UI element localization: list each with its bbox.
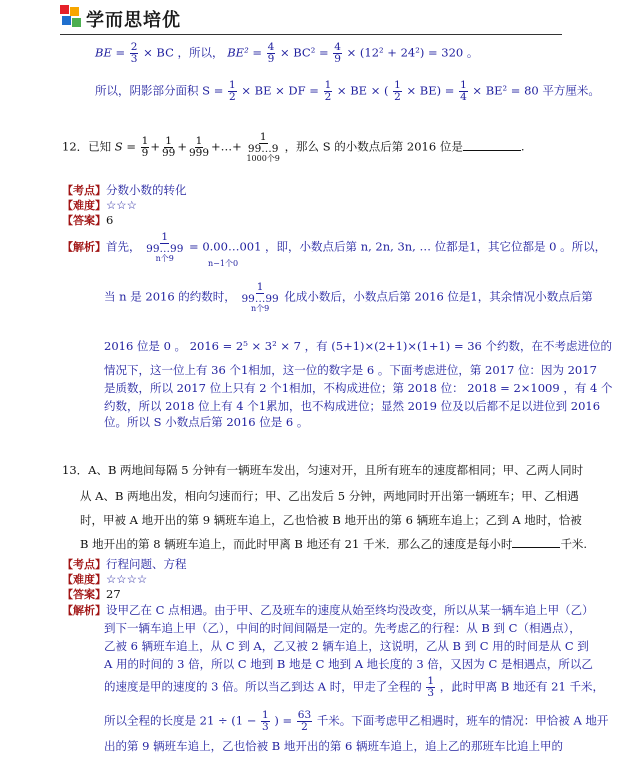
denominator: 4: [460, 91, 467, 104]
underbrace-label: 1000个9: [246, 154, 280, 164]
fraction: [324, 80, 333, 103]
zeros-underbrace: n−1个0: [208, 259, 239, 268]
q13-daan: [62, 586, 121, 602]
answer-blank: [463, 140, 521, 151]
jiexi-text: 千米。下面考虑甲乙相遇时，班车的情况：甲恰被 A 地开: [316, 713, 609, 728]
fraction: [161, 136, 176, 159]
fraction: [228, 80, 237, 103]
numerator: 1: [259, 131, 267, 143]
numerator: 4: [334, 41, 341, 53]
jiexi-text: 所以全程的长度是 21 ÷ (1 −: [104, 713, 257, 728]
numerator: 63: [297, 709, 312, 721]
denominator: 99: [161, 147, 176, 160]
jiexi-tag: 【解析】: [62, 604, 106, 617]
fraction: [240, 282, 279, 313]
numerator: 1: [161, 231, 169, 243]
be-text-4: × BC² =: [279, 45, 329, 60]
numerator: 1: [262, 709, 269, 721]
underbrace-label: n个9: [250, 304, 270, 314]
page-header: [0, 0, 632, 36]
plus-sign: +: [177, 139, 187, 154]
fraction: [297, 710, 312, 733]
denominator: 2: [301, 721, 308, 734]
numerator: 1: [460, 79, 467, 91]
jiexi-text: 当 n 是 2016 的约数时，: [104, 289, 236, 304]
kaodian-value: 行程问题、方程: [106, 557, 187, 571]
denominator: 9: [334, 53, 341, 66]
jiexi-text: = 0.00…001 ，即，小数点后第 n, 2n, 3n, … 位都是1，其它位都是 0 。所以，: [189, 239, 607, 254]
denominator: 2: [324, 91, 332, 104]
jiexi-text: 化成小数后，小数点后第 2016 位是1，其余情况小数点后第: [284, 289, 593, 304]
q13-stem-line-2: 从 A、B 两地出发，相向匀速而行；甲、乙出发后 5 分钟，两地同时开出第一辆班车；甲、乙相遇: [80, 489, 579, 503]
header-rule: [60, 34, 562, 35]
denominator: 99…9: [247, 143, 279, 156]
q12-end: .: [520, 139, 525, 154]
denominator: 9: [141, 147, 149, 160]
brand-logo-icon: [60, 5, 82, 29]
denominator: 2: [228, 91, 236, 104]
jiexi-text: 设甲乙在 C 点相遇。由于甲、乙及班车的速度从始至终均没改变，所以从某一辆车追上甲（乙）: [106, 603, 594, 617]
logo-square-blue: [62, 16, 71, 25]
q13-stem-line-3: 时，甲被 A 地开出的第 9 辆班车追上，乙也恰被 B 地开出的第 6 辆班车追上；乙到 A 地时，恰被: [80, 513, 582, 527]
daan-tag: 【答案】: [62, 214, 106, 227]
difficulty-stars: ☆☆☆☆: [106, 572, 148, 586]
kaodian-value: 分数小数的转化: [106, 183, 187, 197]
q13-jiexi-line-3: 乙被 6 辆班车追上，从 C 到 A，乙又被 2 辆车追上，这说明，乙从 B 到 C 用的时间是从 C 到: [104, 639, 589, 653]
q12-jiexi-line-3: 2016 位是 0 。 2016 = 2⁵ × 3² × 7 ，有 (5+1)×(2+1)×(1+1) = 36 个约数，在不考虑进位的: [104, 339, 613, 353]
q12-stem: [62, 132, 524, 163]
be-text-2: × BC ，所以，: [143, 45, 224, 60]
jiexi-text: 首先，: [106, 239, 141, 254]
q13-jiexi-line-1: [62, 602, 594, 618]
q13-jiexi-line-7: 出的第 9 辆班车追上，乙也恰被 B 地开出的第 6 辆班车追上，追上乙的那班车比追上甲的: [104, 739, 564, 753]
jiexi-text: ，此时甲离 B 地还有 21 千米，: [439, 679, 604, 694]
q12-nandu: [62, 197, 137, 213]
denominator: 3: [130, 53, 138, 66]
denominator: 9: [267, 53, 275, 66]
area-text-2: × BE × DF =: [241, 83, 319, 98]
denominator: 99…99: [146, 243, 184, 256]
logo-square-orange: [70, 7, 79, 16]
underbrace-label: n个9: [155, 254, 174, 264]
nandu-tag: 【难度】: [62, 199, 106, 212]
q13-stem-line-4: [80, 536, 587, 552]
fraction: [426, 676, 435, 699]
numerator: 1: [165, 135, 172, 147]
be-text-3: BE² =: [227, 45, 262, 60]
fraction: [145, 232, 184, 263]
q12-jiexi-line-5: 是质数，所以 2017 位上只有 2 个1相加，不构成进位；第 2018 位： 2018 = 2×1009 ，有 4 个: [104, 381, 613, 395]
numerator: 4: [267, 41, 275, 53]
answer-value: 6: [106, 213, 114, 227]
q13-stem-unit: 千米.: [560, 537, 588, 551]
ellipsis-plus: +…+: [211, 139, 242, 154]
numerator: 1: [228, 79, 236, 91]
q13-jiexi-line-5: [104, 676, 604, 699]
area-text-4: × BE) =: [406, 83, 455, 98]
numerator: 1: [141, 135, 149, 147]
jiexi-text: 的速度是甲的速度的 3 倍。所以当乙到达 A 时，甲走了全程的: [104, 679, 422, 694]
fraction: [261, 710, 270, 733]
logo-square-green: [72, 18, 81, 27]
kaodian-tag: 【考点】: [62, 558, 106, 571]
q12-jiexi-line-7: 位。所以 S 小数点后第 2016 位是 6 。: [104, 415, 309, 429]
be-text-5: × (12² + 24²) = 320 。: [346, 45, 479, 60]
q13-jiexi-line-4: A 用的时间的 3 倍，所以 C 地到 B 地是 C 地到 A 地长度的 3 倍，又因为 C 是相遇点，所以乙: [104, 657, 593, 671]
q12-rest: ，那么 S 的小数点后第 2016 位是: [284, 139, 463, 154]
denominator: 2: [394, 91, 401, 104]
fraction: [267, 42, 276, 65]
numerator: 1: [195, 135, 203, 147]
area-text-1: 所以，阴影部分面积 S =: [95, 83, 224, 98]
q12-jiexi-line-2: [104, 282, 593, 313]
numerator: 1: [256, 281, 264, 293]
q13-stem-text: B 地开出的第 8 辆班车追上，而此时甲离 B 地还有 21 千米．那么乙的速度是每小时: [80, 537, 513, 551]
answer-blank: [512, 537, 560, 548]
q12-jiexi-line-4: 情况下，这一位上有 36 个1相加，这一位的数字是 6 。下面考虑进位，第 2017 位：因为 2017: [104, 363, 597, 377]
jiexi-tag: 【解析】: [62, 240, 106, 254]
fraction: [459, 80, 468, 103]
q13-kaodian: [62, 556, 187, 572]
q12-kaodian: [62, 182, 187, 198]
numerator: 1: [427, 675, 435, 687]
area-text-5: × BE² = 80 平方厘米。: [472, 83, 600, 98]
denominator: 999: [188, 147, 210, 160]
numerator: 1: [324, 79, 332, 91]
q12-s: S =: [114, 139, 136, 154]
fraction: [130, 42, 139, 65]
fraction: [188, 136, 210, 159]
q12-number: 12．已知: [62, 139, 112, 154]
fraction: [393, 80, 402, 103]
q12-daan: [62, 212, 113, 228]
numerator: 2: [130, 41, 138, 53]
q12-jiexi-line-6: 约数，所以 2018 位上有 4 个1累加，也不构成进位；显然 2019 位及以后都不足以进位到 2016: [104, 399, 601, 413]
fraction: [333, 42, 342, 65]
jiexi-text: ) =: [274, 713, 293, 728]
fraction: [141, 136, 150, 159]
brand-name: 学而思培优: [86, 10, 181, 31]
answer-value: 27: [106, 587, 121, 601]
plus-sign: +: [150, 139, 160, 154]
difficulty-stars: ☆☆☆: [106, 198, 137, 212]
be-text-1: BE =: [95, 45, 126, 60]
numerator: 1: [394, 79, 401, 91]
kaodian-tag: 【考点】: [62, 184, 106, 197]
q13-jiexi-line-2: 到下一辆车追上甲（乙），中间的时间间隔是一定的。先考虑乙的行程：从 B 到 C（相遇点），: [104, 621, 581, 635]
q13-stem-line-1: 13．A、B 两地间每隔 5 分钟有一辆班车发出，匀速对开，且所有班车的速度都相同；甲、乙两人同时: [62, 463, 584, 477]
logo-square-red: [60, 5, 69, 14]
denominator: 99…99: [241, 293, 279, 306]
q12-jiexi-line-1: [62, 232, 606, 263]
denominator: 3: [262, 721, 269, 734]
daan-tag: 【答案】: [62, 588, 106, 601]
be-equation-line: [95, 42, 478, 65]
q13-nandu: [62, 571, 147, 587]
nandu-tag: 【难度】: [62, 573, 106, 586]
shaded-area-line: [95, 80, 600, 103]
q13-jiexi-line-6: [104, 710, 608, 733]
area-text-3: × BE × (: [336, 83, 389, 98]
fraction: [246, 132, 279, 163]
denominator: 3: [427, 687, 435, 700]
